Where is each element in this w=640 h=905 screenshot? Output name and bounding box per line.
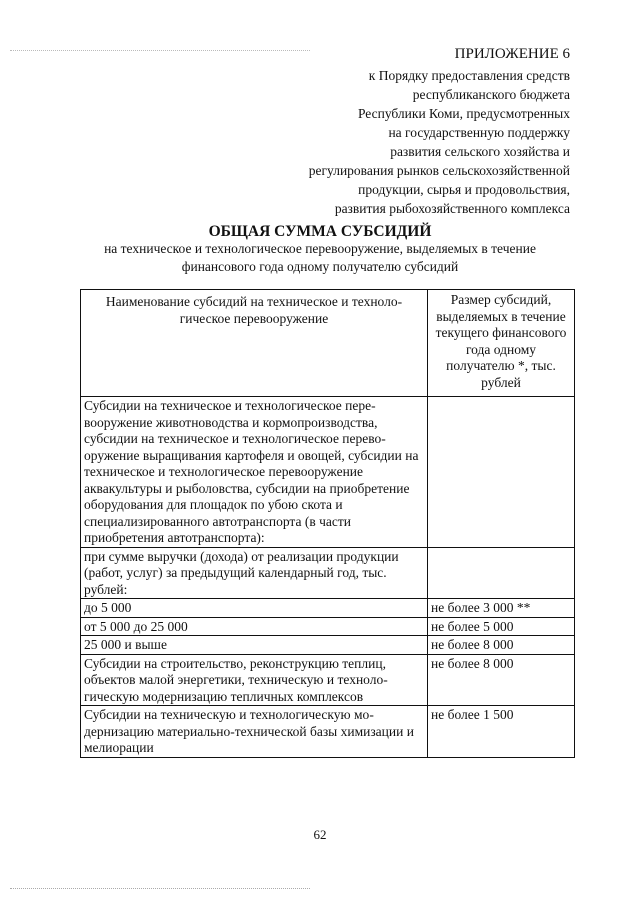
cell-amount: не более 5 000	[428, 617, 575, 636]
appendix-header	[190, 44, 570, 218]
table-row	[81, 599, 575, 618]
cell-name: Субсидии на техническую и технологическую модернизацию материально-технической базы химизации и мелиорации	[81, 706, 428, 758]
cell-amount: не более 8 000	[428, 636, 575, 655]
cell-name: Субсидии на строительство, реконструкцию теплиц, объектов малой энергетики, техническую и технологическую модернизацию тепличных комплексов	[81, 654, 428, 706]
cell-amount: не более 8 000	[428, 654, 575, 706]
cell-amount	[428, 397, 575, 548]
table-row	[81, 617, 575, 636]
appendix-line: продукции, сырья и продовольствия,	[358, 182, 570, 197]
appendix-line: развития рыбохозяйственного комплекса	[334, 201, 570, 216]
appendix-line: на государственную поддержку	[388, 125, 570, 140]
cell-amount	[428, 547, 575, 599]
table-row	[81, 654, 575, 706]
appendix-line: республиканского бюджета	[412, 87, 570, 102]
cell-name: от 5 000 до 25 000	[81, 617, 428, 636]
appendix-title: ПРИЛОЖЕНИЕ 6	[454, 46, 570, 62]
table-row	[81, 706, 575, 758]
appendix-line: развития сельского хозяйства и	[390, 144, 570, 159]
cell-amount: не более 1 500	[428, 706, 575, 758]
table-row	[81, 547, 575, 599]
subsidy-table	[80, 289, 575, 758]
cell-name: Субсидии на техническое и технологическое перевооружение животноводства и кормопроизводства, субсидии на техническое и технологическое перевооружение выращивания картофеля и овощей, субсидии на техническое и технологическое перевооружение аквакультуры и рыболовства, субсидии на приобретение оборудования для площадок по убою скота и специализированного автотранспорта (в части приобретения автотранспорта):	[81, 397, 428, 548]
appendix-line: к Порядку предоставления средств	[368, 68, 570, 83]
table-row	[81, 397, 575, 548]
header-subsidy-amount: Размер субсидий, выделяемых в течение текущего финансового года одному получателю *, тыс. рублей	[428, 290, 575, 397]
table-header-row	[81, 290, 575, 397]
appendix-line: регулирования рынков сельскохозяйственной	[308, 163, 570, 178]
cell-name: при сумме выручки (дохода) от реализации продукции (работ, услуг) за предыдущий календарный год, тыс. рублей:	[81, 547, 428, 599]
appendix-line: Республики Коми, предусмотренных	[357, 106, 570, 121]
cell-name: до 5 000	[81, 599, 428, 618]
document-title: ОБЩАЯ СУММА СУБСИДИЙ	[208, 223, 432, 240]
scan-artifact-bottom	[10, 888, 310, 889]
cell-name: 25 000 и выше	[81, 636, 428, 655]
header-subsidy-name: Наименование субсидий на техническое и технологическое перевооружение	[81, 290, 428, 397]
document-subtitle: на техническое и технологическое перевооружение, выделяемых в течение финансового года одному получателю субсидий	[104, 241, 536, 274]
table-row	[81, 636, 575, 655]
cell-amount: не более 3 000 **	[428, 599, 575, 618]
page-number: 62	[313, 827, 327, 842]
